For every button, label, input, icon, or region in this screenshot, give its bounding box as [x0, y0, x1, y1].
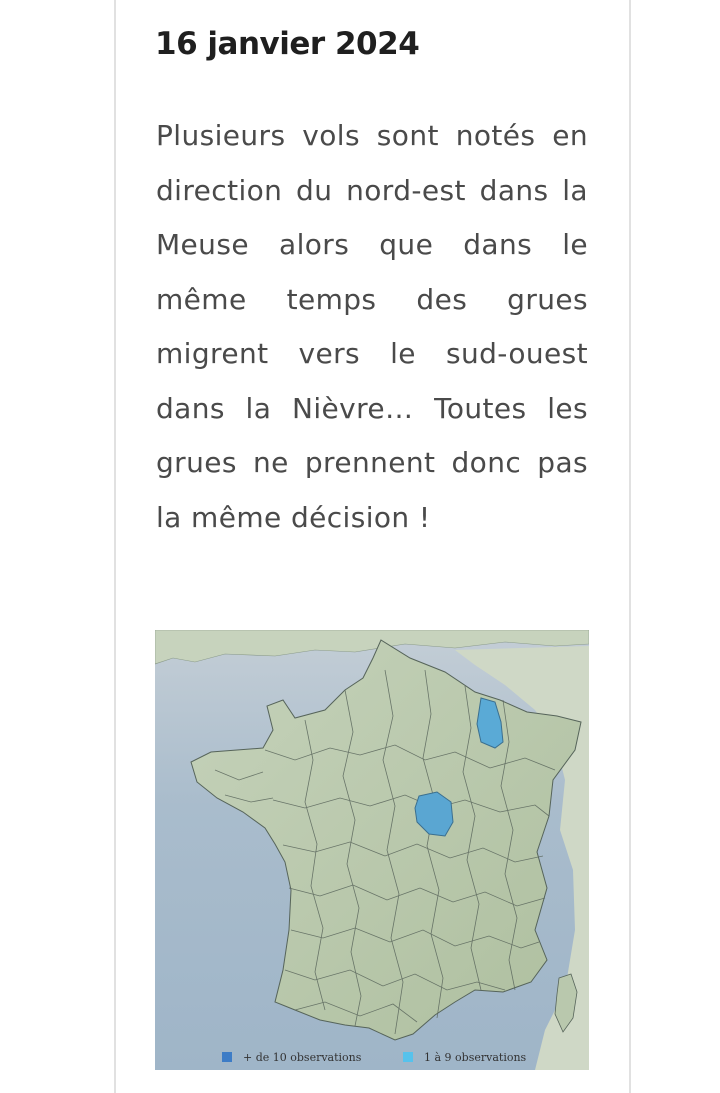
legend-swatch-low: [403, 1052, 413, 1062]
map-graphic: [155, 630, 589, 1070]
content-right-border: [629, 0, 631, 1093]
legend-label-low: 1 à 9 observations: [424, 1050, 527, 1064]
legend-item-low: [403, 1049, 526, 1065]
post-date-heading: 16 janvier 2024: [155, 26, 420, 62]
legend-swatch-high: [222, 1052, 232, 1062]
content-left-border: [114, 0, 116, 1093]
legend-label-high: + de 10 observations: [243, 1050, 362, 1064]
post-body-text: Plusieurs vols sont notés en direction du nord-est dans la Meuse alors que dans le même temps des grues migrent vers le sud-ouest dans la Nièvre… Toutes les grues ne prennent donc pas la même décision !: [156, 119, 588, 534]
france-observation-map: [155, 630, 589, 1070]
legend-item-high: [222, 1049, 361, 1065]
